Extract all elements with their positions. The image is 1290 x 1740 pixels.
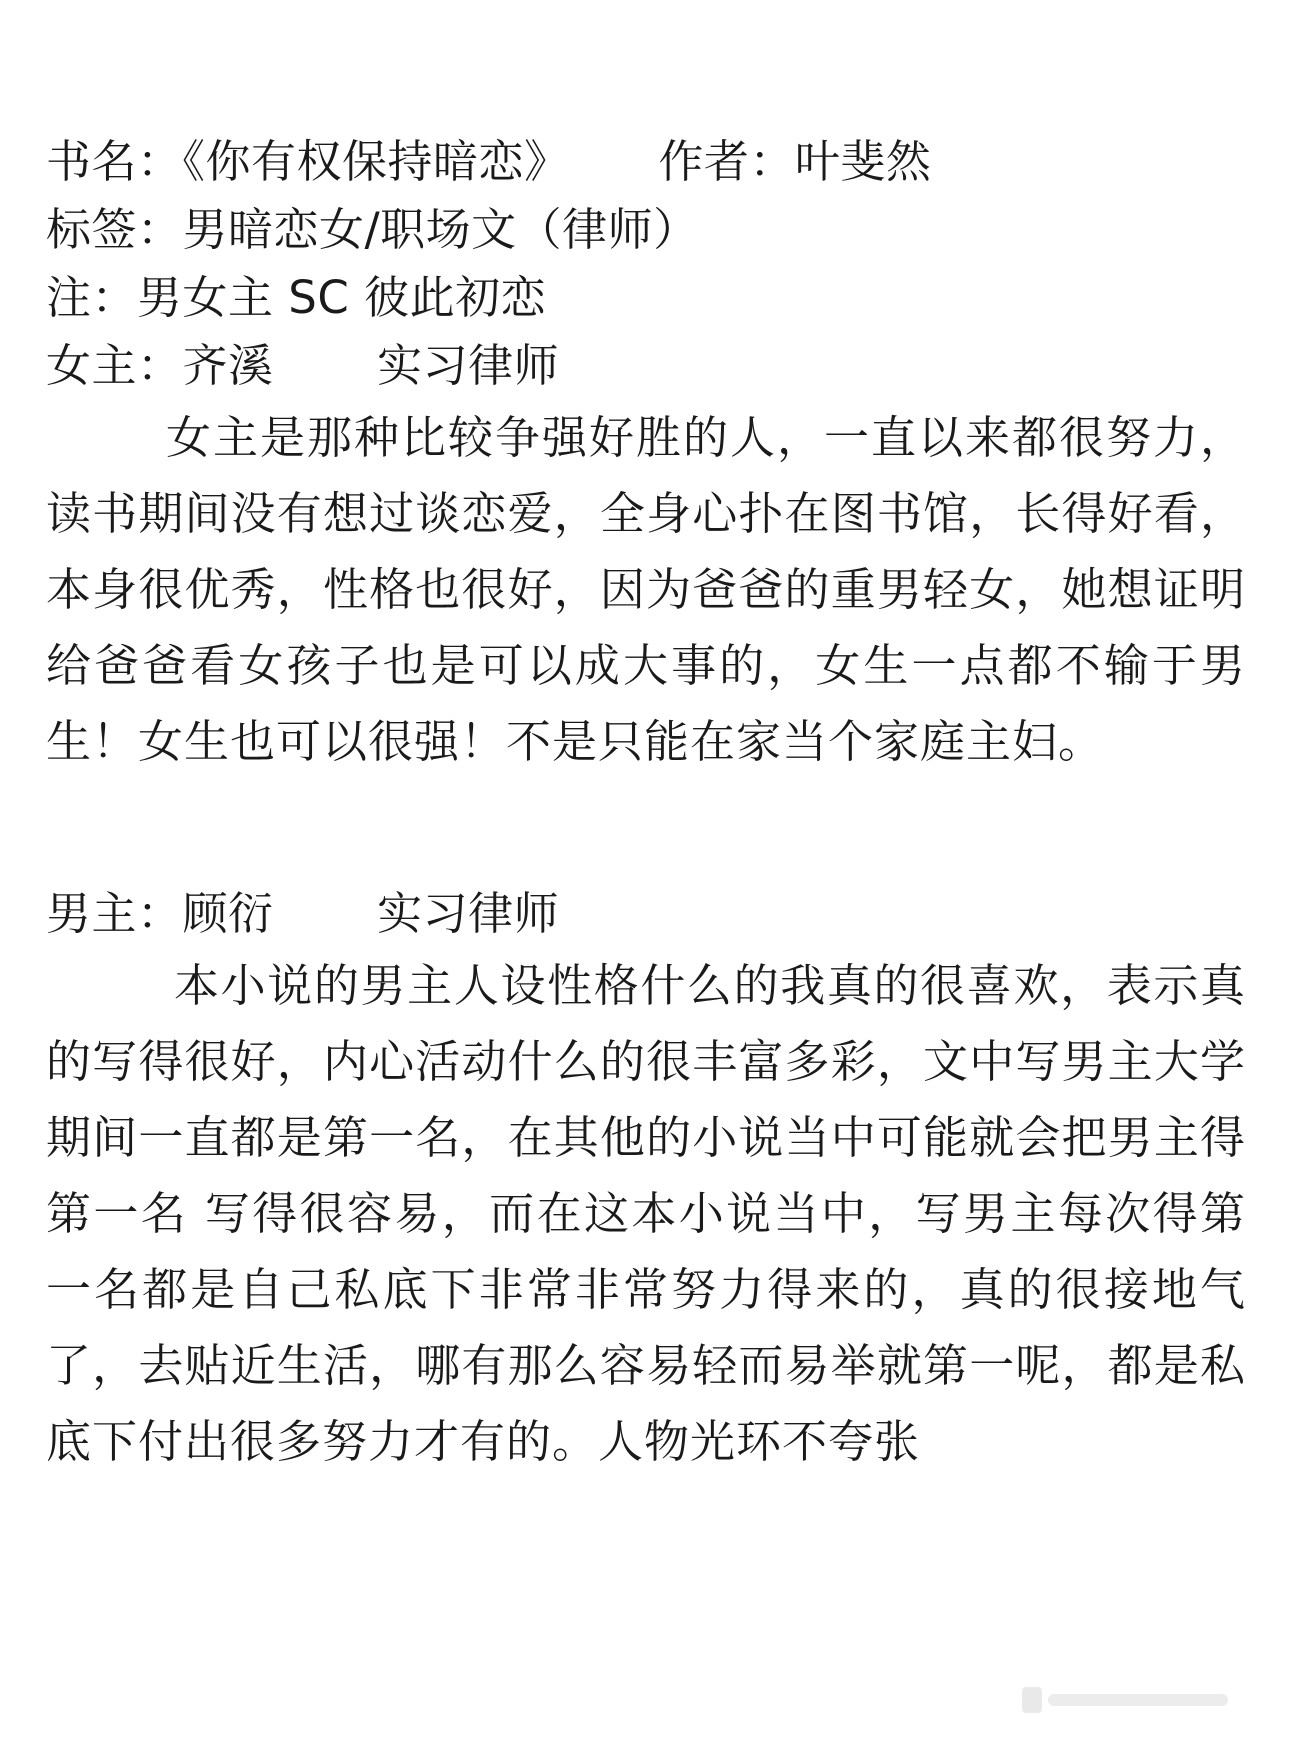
review-document xyxy=(46,128,1246,1480)
tags-line: 标签：男暗恋女/职场文（律师） xyxy=(46,203,699,256)
watermark-graphic xyxy=(1022,1678,1262,1722)
note-line: 注：男女主 SC 彼此初恋 xyxy=(46,271,547,324)
book-title-line: 书名：《你有权保持暗恋》 作者：叶斐然 xyxy=(46,135,932,188)
watermark-bar xyxy=(1048,1694,1228,1706)
hero-header: 男主：顾衍 实习律师 xyxy=(46,887,560,940)
heroine-description: 女主是那种比较争强好胜的人，一直以来都很努力，读书期间没有想过谈恋爱，全身心扑在图书馆，长得好看，本身很优秀，性格也很好，因为爸爸的重男轻女，她想证明给爸爸看女孩子也是可以成大事的，女生一点都不输于男生！女生也可以很强！不是只能在家当个家庭主妇。 xyxy=(46,411,1246,768)
watermark-icon xyxy=(1022,1687,1042,1713)
hero-description: 本小说的男主人设性格什么的我真的很喜欢，表示真的写得很好，内心活动什么的很丰富多彩，文中写男主大学期间一直都是第一名，在其他的小说当中可能就会把男主得第一名 写得很容易，而在这本小说当中，写男主每次得第一名都是自己私底下非常非常努力得来的，真的很接地气了，去贴近生活，哪有那么容易轻而易举就第一呢，都是私底下付出很多努力才有的。人物光环不夸张 xyxy=(46,959,1246,1468)
section-spacer xyxy=(46,780,1246,880)
heroine-header: 女主：齐溪 实习律师 xyxy=(46,339,560,392)
